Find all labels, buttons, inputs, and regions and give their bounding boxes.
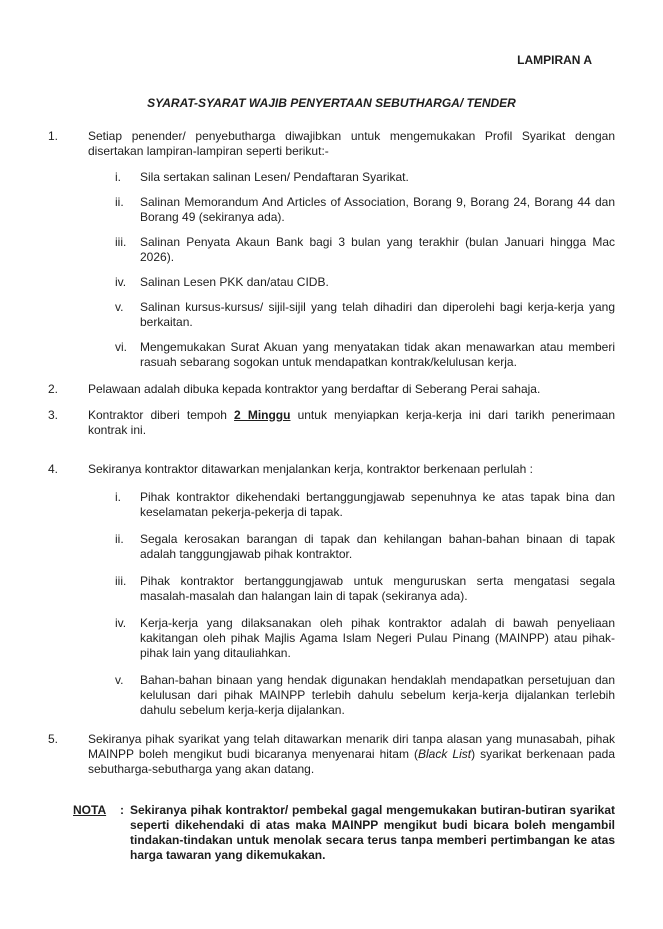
sub-item-number: iii. <box>115 235 127 249</box>
sub-item-1-v <box>115 300 615 330</box>
sub-item-1-ii <box>115 195 615 225</box>
sub-item-4-ii <box>115 532 615 562</box>
sub-item-text: Pihak kontraktor dikehendaki bertanggungjawab sepenuhnya ke atas tapak bina dan keselamatan pekerja-pekerja di tapak. <box>140 490 615 519</box>
sub-item-text: Kerja-kerja yang dilaksanakan oleh pihak kontraktor adalah di bawah penyeliaan kakitangan oleh pihak Majlis Agama Islam Negeri Pulau Pinang (MAINPP) atau pihak-pihak lain yang ditauliahkan. <box>140 616 615 660</box>
sub-item-number: i. <box>115 170 121 184</box>
list-item-5 <box>48 732 615 777</box>
item-text: Setiap penender/ penyebutharga diwajibkan untuk mengemukakan Profil Syarikat dengan disertakan lampiran-lampiran seperti berikut:- <box>88 129 615 158</box>
nota-label: NOTA <box>73 803 107 817</box>
sub-item-1-i <box>115 170 615 185</box>
item-text <box>88 732 615 777</box>
item-text <box>88 408 615 438</box>
item-text: Sekiranya kontraktor ditawarkan menjalankan kerja, kontraktor berkenaan perlulah : <box>88 462 533 476</box>
sub-item-1-vi <box>115 340 615 370</box>
item-text-segment: Sekiranya pihak syarikat yang telah ditawarkan menarik diri tanpa alasan yang munasabah, pihak MAINPP boleh mengikut budi bicaranya menyenarai hitam ( <box>88 732 615 761</box>
sub-item-number: v. <box>115 673 124 687</box>
sub-item-number: v. <box>115 300 124 314</box>
item-number: 4. <box>48 462 59 476</box>
sub-item-number: iii. <box>115 574 127 588</box>
sub-item-text: Segala kerosakan barangan di tapak dan kehilangan bahan-bahan binaan di tapak adalah tanggungjawab pihak kontraktor. <box>140 532 615 561</box>
nota-colon: : <box>120 803 124 817</box>
sub-item-text: Pihak kontraktor bertanggungjawab untuk menguruskan serta mengatasi segala masalah-masalah dan halangan lain di tapak (sekiranya ada). <box>140 574 615 603</box>
sub-item-number: i. <box>115 490 121 504</box>
sub-item-4-v <box>115 673 615 718</box>
item-text-italic: Black List <box>418 747 472 761</box>
nota-block <box>73 803 615 863</box>
item-number: 3. <box>48 408 59 422</box>
sub-item-1-iv <box>115 275 615 290</box>
sub-item-number: iv. <box>115 616 127 630</box>
sub-item-1-iii <box>115 235 615 265</box>
item-text: Pelawaan adalah dibuka kepada kontraktor yang berdaftar di Seberang Perai sahaja. <box>88 382 541 396</box>
list-item-2 <box>48 382 615 397</box>
sub-item-number: vi. <box>115 340 127 354</box>
item-text-emphasis: 2 Minggu <box>234 408 291 422</box>
nota-head <box>73 803 130 863</box>
page-title: SYARAT-SYARAT WAJIB PENYERTAAN SEBUTHARGA/ TENDER <box>147 96 516 110</box>
item-text-segment: ) syarikat berkenaan pada sebutharga-sebutharga yang akan datang. <box>88 747 615 776</box>
item-number: 5. <box>48 732 59 746</box>
sub-item-number: ii. <box>115 532 124 546</box>
sub-item-number: ii. <box>115 195 124 209</box>
corner-label: LAMPIRAN A <box>517 53 592 67</box>
item-text-segment: Kontraktor diberi tempoh <box>88 408 235 422</box>
nota-text: Sekiranya pihak kontraktor/ pembekal gagal mengemukakan butiran-butiran syarikat seperti dikehendaki di atas maka MAINPP mengikut budi bicara boleh mengambil tindakan-tindakan untuk menolak secara terus tanpa memberi pertimbangan ke atas harga tawaran yang dikemukakan. <box>130 803 615 862</box>
list-item-1 <box>48 129 615 159</box>
sub-item-text: Salinan Lesen PKK dan/atau CIDB. <box>140 275 329 289</box>
sub-item-text: Mengemukakan Surat Akuan yang menyatakan tidak akan menawarkan atau memberi rasuah sebarang sogokan untuk mendapatkan kontrak/kelulusan kerja. <box>140 340 615 369</box>
sub-item-text: Salinan Memorandum And Articles of Association, Borang 9, Borang 24, Borang 44 dan Borang 49 (sekiranya ada). <box>140 195 615 224</box>
sub-item-4-i <box>115 490 615 520</box>
sub-item-4-iii <box>115 574 615 604</box>
item-number: 1. <box>48 129 59 143</box>
sub-item-text: Salinan kursus-kursus/ sijil-sijil yang telah dihadiri dan diperolehi bagi kerja-kerja yang berkaitan. <box>140 300 615 329</box>
sub-item-4-iv <box>115 616 615 661</box>
sub-item-text: Salinan Penyata Akaun Bank bagi 3 bulan yang terakhir (bulan Januari hingga Mac 2026). <box>140 235 615 264</box>
item-text-segment: untuk menyiapkan kerja-kerja ini dari tarikh penerimaan kontrak ini. <box>88 408 615 437</box>
sub-item-text: Bahan-bahan binaan yang hendak digunakan hendaklah mendapatkan persetujuan dan kelulusan dari pihak MAINPP terlebih dahulu sebelum kerja-kerja dijalankan terlebih dahulu sebelum kerja-kerja dijalankan. <box>140 673 615 717</box>
sub-item-text: Sila sertakan salinan Lesen/ Pendaftaran Syarikat. <box>140 170 409 184</box>
item-number: 2. <box>48 382 59 396</box>
list-item-4 <box>48 462 615 477</box>
list-item-3 <box>48 408 615 438</box>
sub-item-number: iv. <box>115 275 127 289</box>
